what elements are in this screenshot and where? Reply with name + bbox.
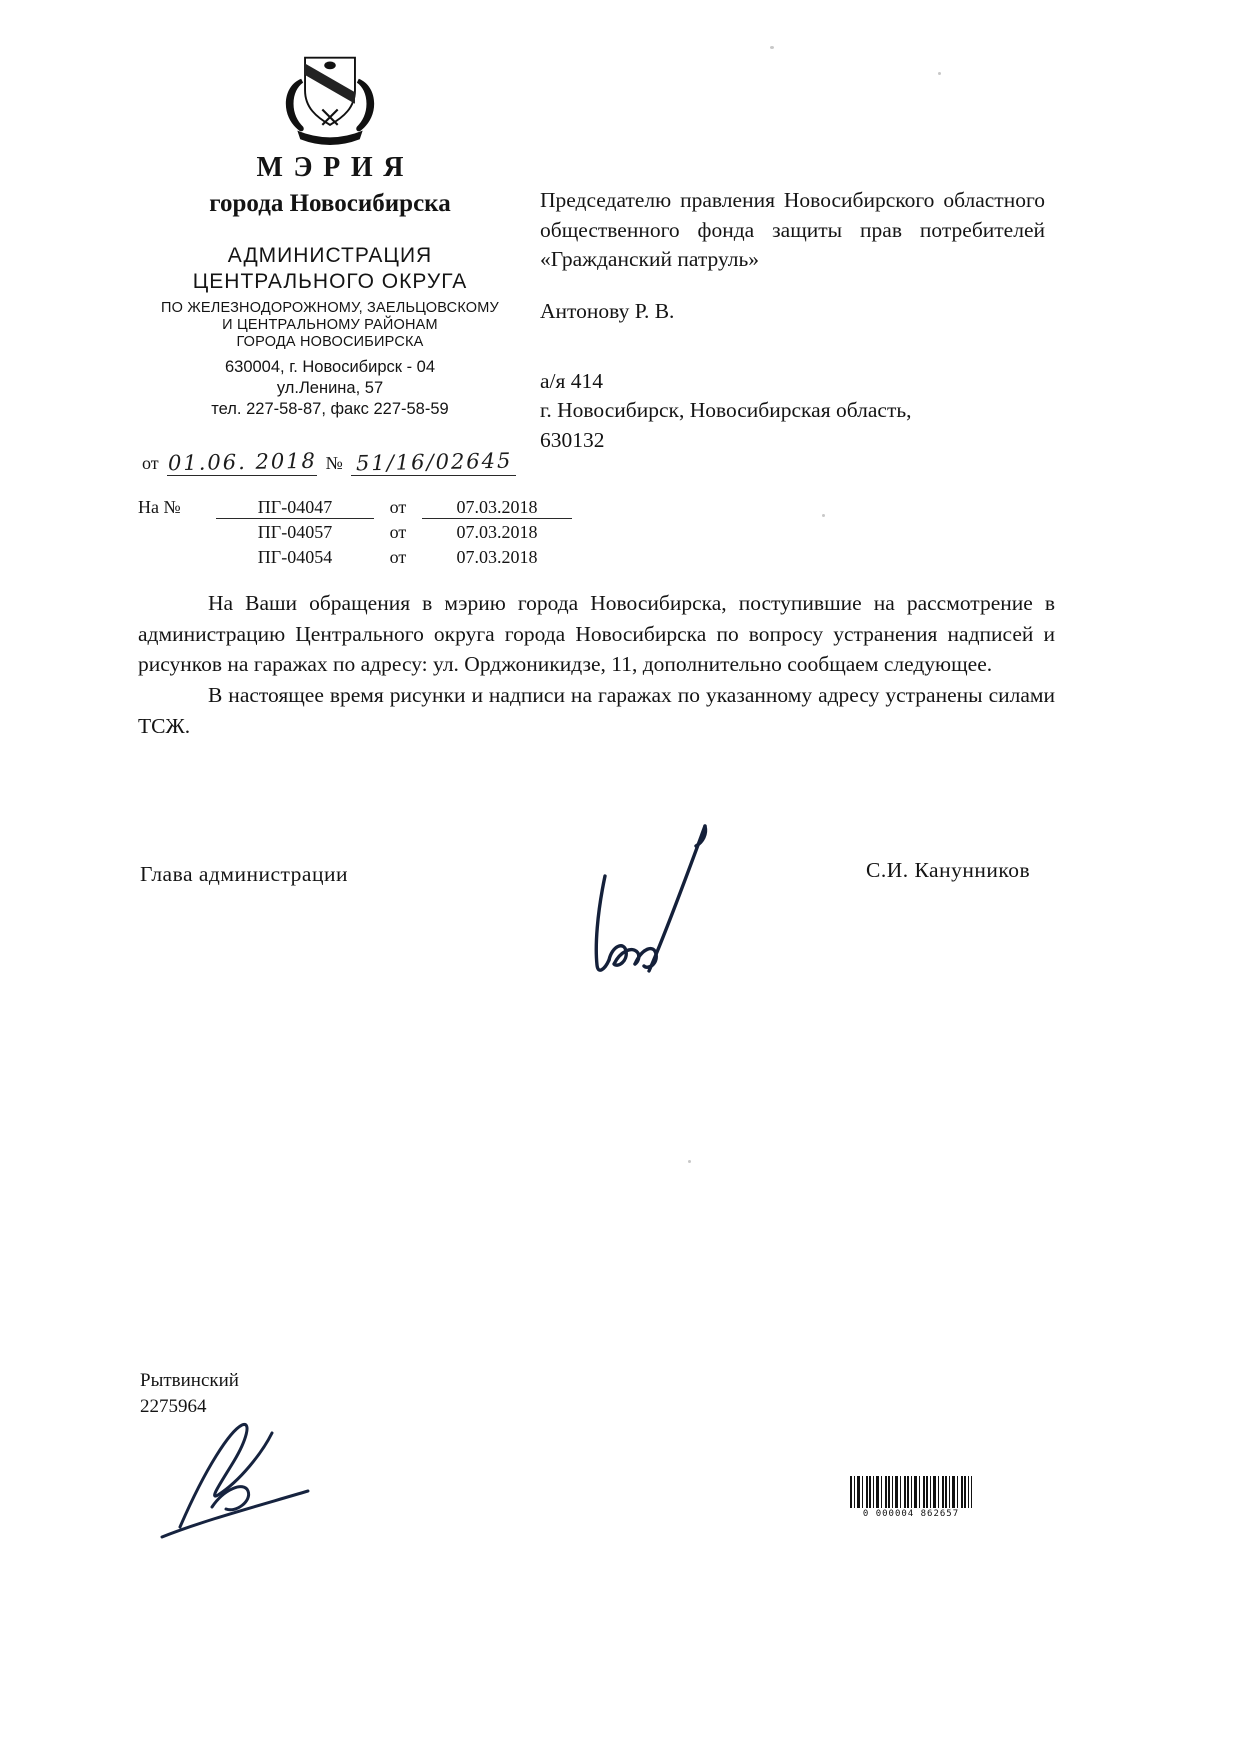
addressee-city: г. Новосибирск, Новосибирская область, 630132 — [540, 398, 912, 452]
body-paragraph-2: В настоящее время рисунки и надписи на гаражах по указанному адресу устранены силами ТСЖ. — [138, 683, 1055, 738]
dept-line2: ЦЕНТРАЛЬНОГО ОКРУГА — [192, 270, 468, 293]
outgoing-ref-line — [142, 450, 572, 476]
postal-address-line2: ул.Ленина, 57 — [276, 379, 384, 397]
scan-speck — [770, 46, 774, 49]
body-paragraph-1: На Ваши обращения в мэрию города Новосибирска, поступившие на рассмотрение в администрацию Центрального округа города Новосибирска по вопросу устранения надписей и рисунков на гаражах по адресу: ул. Орджоникидзе, 11, дополнительно сообщаем следующее. — [138, 591, 1055, 677]
ref-number: ПГ-04057 — [257, 522, 333, 542]
dept-line3: ПО ЖЕЛЕЗНОДОРОЖНОМУ, ЗАЕЛЬЦОВСКОМУ — [161, 300, 499, 316]
na-label: На № — [138, 497, 181, 517]
ref-date: 07.03.2018 — [422, 497, 572, 519]
executor-signature — [150, 1395, 330, 1550]
phone-fax-line: тел. 227-58-87, факс 227-58-59 — [211, 400, 449, 418]
handwritten-number: 51/16/02645 — [355, 448, 513, 476]
barcode — [848, 1476, 974, 1519]
signer-name: С.И. Канунников — [866, 858, 1031, 882]
letter-body — [138, 588, 1055, 742]
ot-label: от — [389, 522, 407, 542]
addressee-po-box: а/я 414 — [540, 368, 604, 393]
ref-number: ПГ-04054 — [257, 547, 333, 567]
barcode-digits: 0 000004 862657 — [862, 1509, 960, 1519]
novosibirsk-coat-of-arms-icon — [272, 50, 388, 146]
ref-date: 07.03.2018 — [456, 547, 538, 567]
addressee-title: Председателю правления Новосибирского областного общественного фонда защиты прав потребителей «Гражданский патруль» — [540, 188, 1045, 272]
handwritten-date: 01.06. 2018 — [167, 448, 317, 476]
head-signature — [545, 818, 765, 988]
incoming-ref-row — [138, 522, 598, 547]
signer-title: Глава администрации — [140, 862, 348, 886]
ot-label: от — [389, 547, 407, 567]
number-label: № — [325, 453, 343, 473]
ref-date: 07.03.2018 — [456, 522, 538, 542]
addressee-name: Антонову Р. В. — [540, 298, 675, 323]
letterhead — [105, 152, 555, 419]
executor-phone: 2275964 — [140, 1396, 207, 1417]
ot-label: от — [389, 497, 407, 517]
postal-address-line1: 630004, г. Новосибирск - 04 — [224, 358, 436, 376]
scan-speck — [822, 514, 825, 517]
org-name-line1: МЭРИЯ — [256, 152, 415, 183]
executor-name: Рытвинский — [140, 1370, 239, 1391]
dept-line1: АДМИНИСТРАЦИЯ — [227, 244, 433, 267]
from-label: от — [142, 453, 159, 473]
ref-number: ПГ-04047 — [216, 497, 374, 519]
scan-speck — [688, 1160, 691, 1163]
incoming-ref-row — [138, 547, 598, 572]
org-name-line2: города Новосибирска — [209, 190, 451, 217]
incoming-refs — [138, 497, 598, 572]
dept-line4: И ЦЕНТРАЛЬНОМУ РАЙОНАМ — [222, 317, 438, 333]
barcode-bars-icon — [850, 1476, 972, 1508]
dept-line5: ГОРОДА НОВОСИБИРСКА — [236, 334, 424, 350]
scan-speck — [938, 72, 941, 75]
addressee-block — [540, 186, 1045, 456]
incoming-ref-row — [138, 497, 598, 522]
